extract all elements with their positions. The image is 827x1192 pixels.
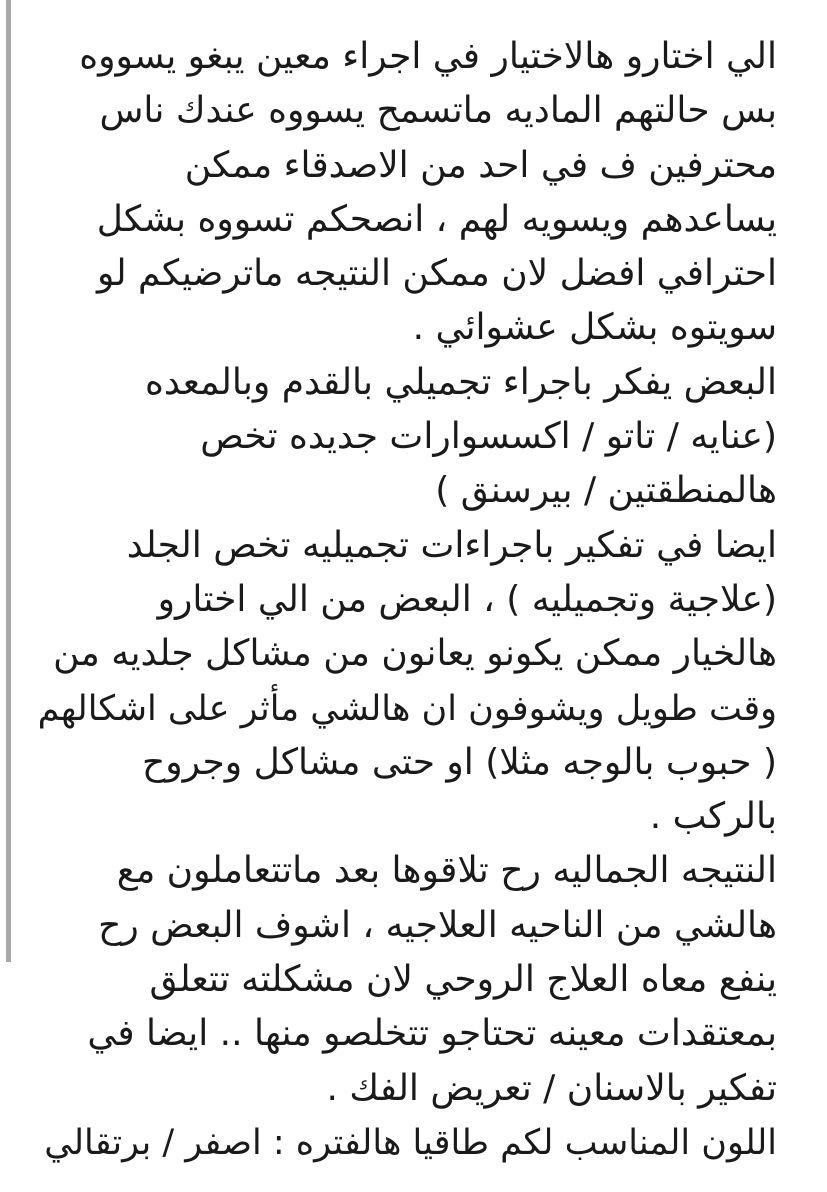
text-line: اللون المناسب لكم طاقيا هالفتره : اصفر / برتقالي <box>44 1122 777 1163</box>
document-text <box>37 30 777 1170</box>
text-line: البعض يفكر باجراء تجميلي بالقدم وبالمعده <box>144 361 777 403</box>
text-line: تفكير بالاسنان / تعريض الفك . <box>326 1067 777 1109</box>
quote-left-rule <box>6 0 11 962</box>
text-line: بس حالتهم الماديه ماتسمح يسووه عندك ناس <box>99 90 777 132</box>
text-line: ( حبوب بالوجه مثلا) او حتى مشاكل وجروح <box>142 741 777 783</box>
text-line: احترافي افضل لان ممكن النتيجه ماترضيكم لو <box>97 253 777 295</box>
text-line: النتيجه الجماليه رح تلاقوها بعد ماتتعاملون مع <box>116 850 777 892</box>
text-line: هالمنطقتين / بيرسنق ) <box>435 470 777 512</box>
text-line: الي اختارو هالاختيار في اجراء معين يبغو يسووه <box>79 36 777 77</box>
text-line: ايضا في تفكير باجراءات تجميليه تخص الجلد <box>126 524 777 566</box>
text-line: (عنايه / تاتو / اكسسوارات جديده تخص <box>200 416 777 458</box>
text-line: محترفين ف في احد من الاصدقاء ممكن <box>184 144 777 186</box>
text-line: بمعتقدات معينه تحتاجو تتخلصو منها .. ايضا في <box>87 1013 777 1055</box>
text-line: هالشي من الناحيه العلاجيه ، اشوف البعض رح <box>98 904 777 946</box>
text-line: يساعدهم ويسويه لهم ، انصحكم تسووه بشكل <box>96 198 777 240</box>
text-line: سويتوه بشكل عشوائي . <box>412 307 777 349</box>
text-line: (علاجية وتجميليه ) ، البعض من الي اختارو <box>157 578 777 620</box>
text-line: بالركب . <box>649 796 777 838</box>
text-line: وقت طويل ويشوفون ان هالشي مأثر على اشكالهم <box>37 688 777 729</box>
text-line: هالخيار ممكن يكونو يعانون من مشاكل جلديه من <box>53 633 777 675</box>
text-line: ينفع معاه العلاج الروحي لان مشكلته تتعلق <box>149 959 777 1001</box>
